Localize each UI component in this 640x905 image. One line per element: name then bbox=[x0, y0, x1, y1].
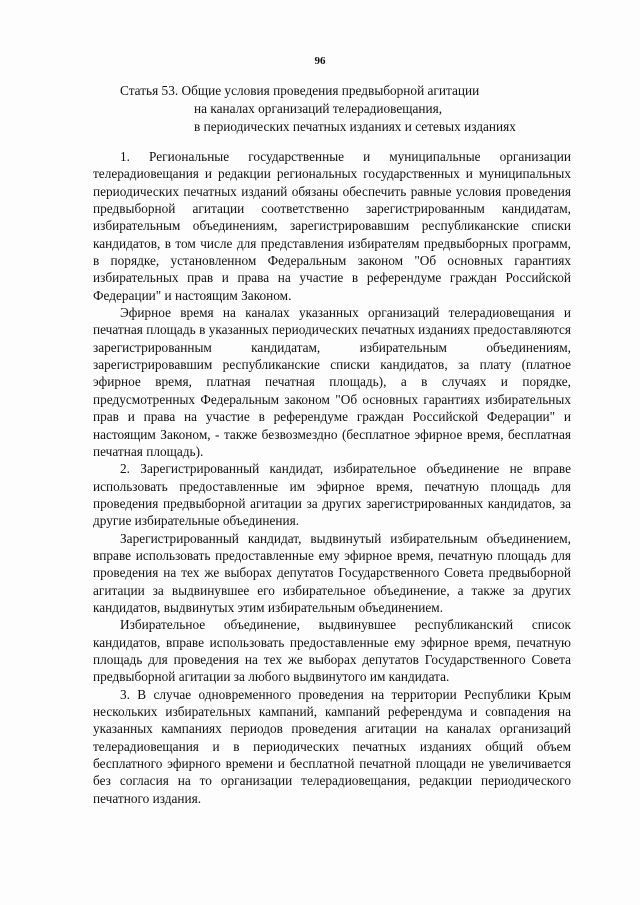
paragraph: 3. В случае одновременного проведения на территории Республики Крым нескольких избирательных кампаний, кампаний референдума и совпадения на указанных кампаниях периодов проведения агитации на каналах организаций телерадиовещания и в периодических печатных изданиях общий объем бесплатного эфирного времени и бесплатной печатной площади не увеличивается без согласия на то организации телерадиовещания, редакции периодического печатного издания. bbox=[93, 686, 571, 806]
page-number: 96 bbox=[314, 55, 326, 67]
article-title-line-1: Статья 53. Общие условия проведения предвыборной агитации bbox=[120, 83, 480, 98]
paragraph: 2. Зарегистрированный кандидат, избирательное объединение не вправе использовать предоставленные им эфирное время, печатную площадь для проведения предвыборной агитации за других зарегистрированных кандидатов, за другие избирательные объединения. bbox=[93, 461, 571, 529]
paragraph: Эфирное время на каналах указанных организаций телерадиовещания и печатная площадь в указанных периодических печатных изданиях предоставляются зарегистрированным кандидатам, избирательным объединениям, зарегистрировавшим республиканские списки кандидатов, за плату (платное эфирное время, платная печатная площадь), а в случаях и порядке, предусмотренных Федеральным законом "Об основных гарантиях избирательных прав и права на участие в референдуме граждан Российской Федерации" и настоящим Законом, - также безвозмездно (бесплатное эфирное время, бесплатная печатная площадь). bbox=[93, 305, 571, 459]
paragraph: 1. Региональные государственные и муниципальные организации телерадиовещания и редакции региональных государственных и муниципальных периодических печатных изданий обязаны обеспечить равные условия проведения предвыборной агитации соответственно зарегистрированным кандидатам, избирательным объединениям, зарегистрировавшим республиканские списки кандидатов, в том числе для представления избирателям предвыборных программ, в порядке, установленном Федеральным законом "Об основных гарантиях избирательных прав и права на участие в референдуме граждан Российской Федерации" и настоящим Законом. bbox=[93, 149, 571, 303]
article-body bbox=[93, 148, 571, 807]
paragraph: Избирательное объединение, выдвинувшее республиканский список кандидатов, вправе использовать предоставленные ему эфирное время, печатную площадь для проведения на тех же выборах депутатов Государственного Совета предвыборной агитации за любого выдвинутого им кандидата. bbox=[93, 617, 571, 685]
article-title-line-3: в периодических печатных изданиях и сетевых изданиях bbox=[194, 119, 516, 134]
article-title-line-2: на каналах организаций телерадиовещания, bbox=[194, 101, 443, 116]
paragraph: Зарегистрированный кандидат, выдвинутый избирательным объединением, вправе использовать предоставленные ему эфирное время, печатную площадь для проведения на тех же выборах депутатов Государственного Совета предвыборной агитации за выдвинувшее его избирательное объединение, а также за других кандидатов, выдвинутых этим избирательным объединением. bbox=[93, 530, 571, 615]
article-title bbox=[120, 82, 580, 136]
